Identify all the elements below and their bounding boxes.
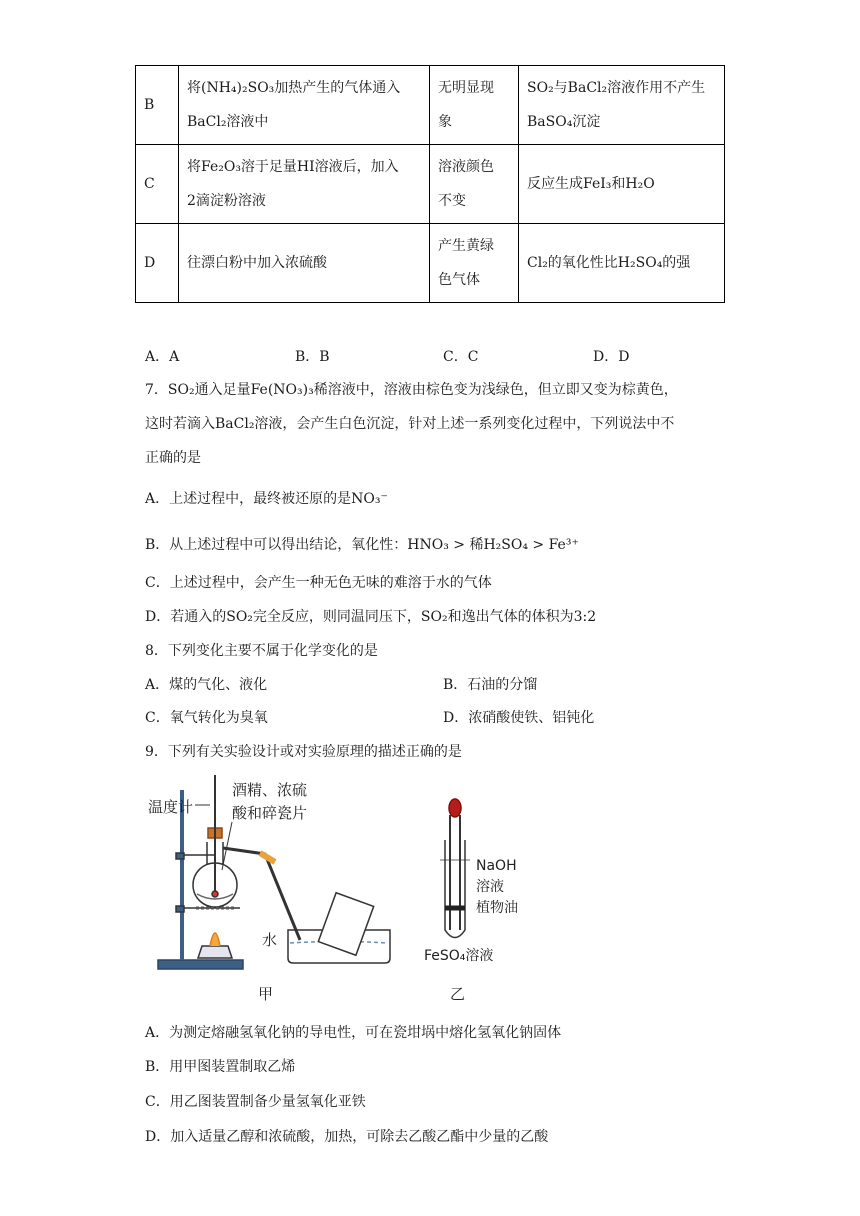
apparatus-figure xyxy=(140,770,540,1010)
phenomenon-cell: 产生黄绿 色气体 xyxy=(430,224,519,303)
phenomenon-cell: 溶液颜色 不变 xyxy=(430,145,519,224)
q8-option-c[interactable]: C．氧气转化为臭氧 xyxy=(145,710,268,726)
conclusion-cell: Cl₂的氧化性比H₂SO₄的强 xyxy=(519,224,725,303)
q7-stem-line2: 这时若滴入BaCl₂溶液，会产生白色沉淀，针对上述一系列变化过程中，下列说法中不 xyxy=(145,416,675,432)
q8-option-d[interactable]: D．浓硝酸使铁、铝钝化 xyxy=(443,710,595,726)
figure-jia-caption: 甲 xyxy=(258,985,274,1003)
option-b[interactable]: B．B xyxy=(295,349,330,365)
oil-label: 植物油 xyxy=(476,900,518,916)
option-c[interactable]: C．C xyxy=(443,349,479,365)
option-d[interactable]: D．D xyxy=(593,349,630,365)
ferrous-hydroxide-apparatus xyxy=(440,799,470,938)
table-row xyxy=(136,224,725,303)
q8-option-a[interactable]: A．煤的气化、液化 xyxy=(145,677,268,693)
thermometer-label: 温度计 xyxy=(148,798,194,816)
row-label: B xyxy=(136,66,179,145)
phenomenon-cell: 无明显现 象 xyxy=(430,66,519,145)
reagent-label-1: 酒精、浓硫 xyxy=(232,781,308,799)
table-row xyxy=(136,145,725,224)
water-label: 水 xyxy=(262,931,278,949)
row-label: D xyxy=(136,224,179,303)
q9-stem: 9．下列有关实验设计或对实验原理的描述正确的是 xyxy=(145,744,462,760)
figure-yi-caption: 乙 xyxy=(450,985,466,1003)
q9-option-c[interactable]: C．用乙图装置制备少量氢氧化亚铁 xyxy=(145,1094,366,1110)
operation-cell: 往漂白粉中加入浓硫酸 xyxy=(179,224,430,303)
row-label: C xyxy=(136,145,179,224)
solution-label: 溶液 xyxy=(476,879,504,895)
q8-options-row2 xyxy=(145,707,705,727)
q7-stem-line3: 正确的是 xyxy=(145,450,201,466)
q7-stem-line1: 7．SO₂通入足量Fe(NO₃)₃稀溶液中，溶液由棕色变为浅绿色，但立即又变为棕黄色， xyxy=(145,382,678,398)
q8-option-b[interactable]: B．石油的分馏 xyxy=(443,677,538,693)
q9-option-a[interactable]: A．为测定熔融氢氧化钠的导电性，可在瓷坩埚中熔化氢氧化钠固体 xyxy=(145,1025,562,1041)
q9-option-b[interactable]: B．用甲图装置制取乙烯 xyxy=(145,1059,296,1075)
q8-options-row1 xyxy=(145,674,705,694)
q7-option-b[interactable]: B．从上述过程中可以得出结论，氧化性：HNO₃ > 稀H₂SO₄ > Fe³⁺ xyxy=(145,537,579,553)
q8-stem: 8．下列变化主要不属于化学变化的是 xyxy=(145,643,378,659)
naoh-label: NaOH xyxy=(476,858,517,874)
option-a[interactable]: A．A xyxy=(145,349,180,365)
q6-options xyxy=(145,346,705,366)
answer-table xyxy=(135,65,725,303)
conclusion-cell: 反应生成FeI₃和H₂O xyxy=(519,145,725,224)
operation-cell: 将Fe₂O₃溶于足量HI溶液后，加入 2滴淀粉溶液 xyxy=(179,145,430,224)
feso4-label: FeSO₄溶液 xyxy=(424,948,494,964)
reagent-label-2: 酸和碎瓷片 xyxy=(232,804,308,822)
table-row xyxy=(136,66,725,145)
q9-option-d[interactable]: D．加入适量乙醇和浓硫酸，加热，可除去乙酸乙酯中少量的乙酸 xyxy=(145,1129,549,1145)
q7-option-d[interactable]: D．若通入的SO₂完全反应，则同温同压下，SO₂和逸出气体的体积为3:2 xyxy=(145,609,597,625)
conclusion-cell: SO₂与BaCl₂溶液作用不产生 BaSO₄沉淀 xyxy=(519,66,725,145)
q7-option-a[interactable]: A．上述过程中，最终被还原的是NO₃⁻ xyxy=(145,491,388,507)
q7-option-c[interactable]: C．上述过程中，会产生一种无色无味的难溶于水的气体 xyxy=(145,575,492,591)
operation-cell: 将(NH₄)₂SO₃加热产生的气体通入 BaCl₂溶液中 xyxy=(179,66,430,145)
